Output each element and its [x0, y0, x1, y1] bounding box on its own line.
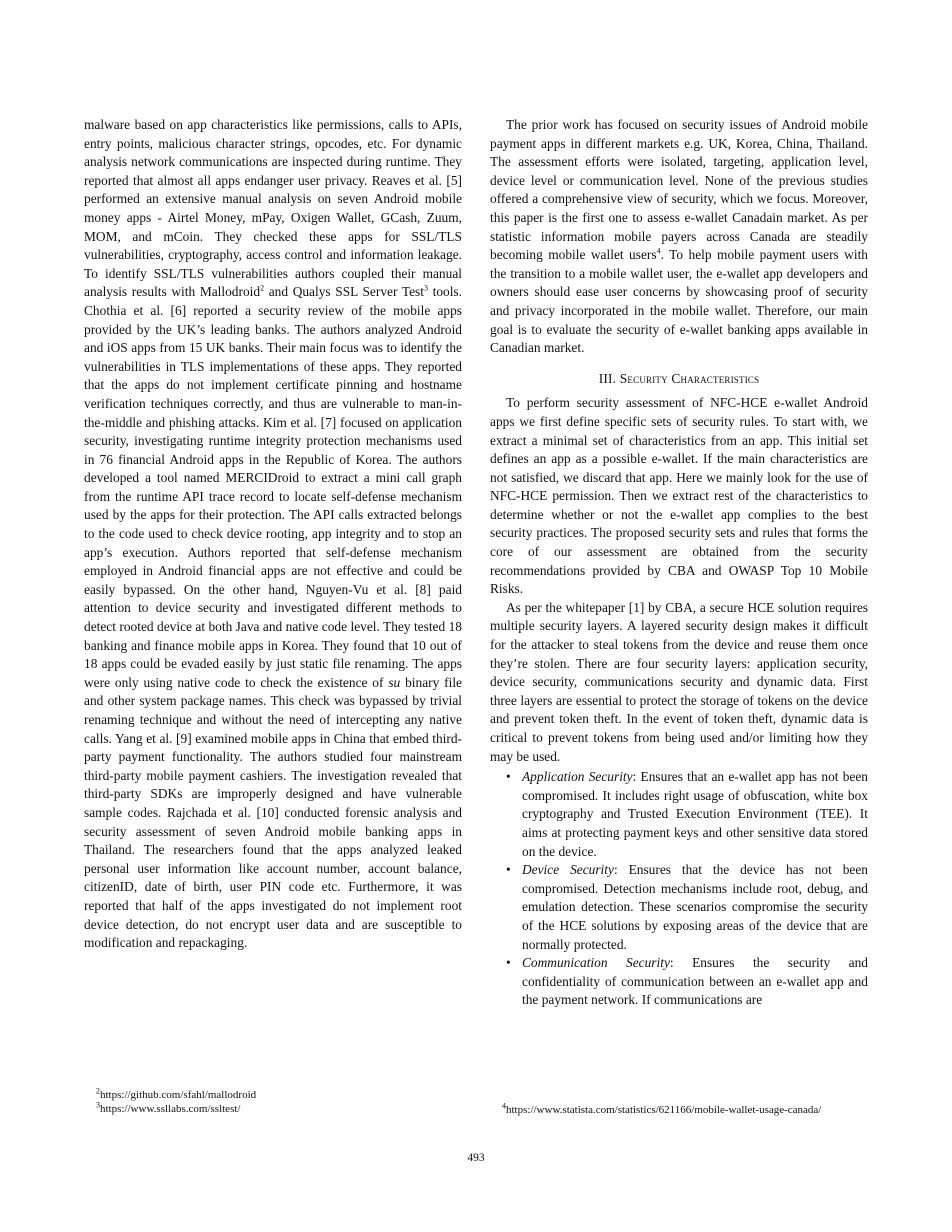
bullet-term: Device Security	[522, 862, 614, 878]
footnote-link[interactable]: https://www.statista.com/statistics/621166/mobile-wallet-usage-canada/	[506, 1104, 822, 1116]
footnote-ref-2: 2	[260, 283, 265, 293]
security-layers-list	[490, 768, 868, 1010]
page-number: 493	[467, 1152, 485, 1164]
bullet-text: : Ensures that an e-wallet app has not been compromised. It includes right usage of obfuscation, white box cryptography and Trusted Execution Environment (TEE). It aims at protecting payment keys and other sensitive data stored on the device.	[522, 769, 868, 859]
left-column	[84, 116, 462, 953]
footnote-3: $^3$https://www.ssllabs.com/ssltest/	[96, 1100, 241, 1115]
bullet-icon: •	[506, 862, 511, 878]
footnote-link[interactable]: https://github.com/sfahl/mallodroid	[100, 1089, 257, 1101]
footnote-link[interactable]: https://www.ssllabs.com/ssltest/	[100, 1103, 241, 1115]
bullet-text: : Ensures the security and confidentiality of communication between an e-wallet app and the payment network. If communications are	[522, 955, 868, 1008]
bullet-icon: •	[506, 769, 511, 785]
right-footnotes	[502, 1103, 821, 1117]
bullet-icon: •	[506, 955, 511, 971]
section-number: III.	[598, 370, 617, 386]
list-item	[506, 768, 868, 861]
left-body-paragraph: malware based on app characteristics like permissions, calls to APIs, entry points, malicious character strings, opcodes, etc. For dynamic analysis network communications are inspected during runtime. They reported that almost all apps endanger user privacy. Reaves et al. [5] performed an extensive manual analysis on seven Android mobile money apps - Airtel Money, mPay, Oxigen Wallet, GCash, Zuum, MOM, and mCoin. They checked these apps for SSL/TLS vulnerabilities, cryptography, access control and information leakage. To identify SSL/TLS vulnerabilities authors coupled their manual analysis results with Mallodroid$^2$ and Qualys SSL Server Test$^3$ tools. Chothia et al. [6] reported a security review of the mobile apps provided by the UK’s leading banks. The authors analyzed Android and iOS apps from 15 UK banks. Their main focus was to identify the vulnerabilities in TLS implementations of these apps. They reported that the apps do not implement certificate pinning and hostname verification techniques correctly, and thus are vulnerable to man-in-the-middle and phishing attacks. Kim et al. [7] focused on application security, investigating runtime integrity protection mechanisms used in 76 financial Android apps in the Republic of Korea. The authors developed a tool named MERCIDroid to extract a mini call graph from the runtime API trace record to locate self-defense mechanism used by the apps for their protection. The API calls extracted belongs to the code used to check device rooting, app integrity and to stop an app’s execution. Authors reported that self-defense mechanism employed in Android financial apps are not effective and could be easily bypassed. On the other hand, Nguyen-Vu et al. [8] paid attention to device security and investigated different methods to detect rooted device at both Java and native code level. They tested 18 banking and finance mobile apps in Korea. They found that 10 out of 18 apps could be evaded easily by just static file renaming. The apps were only using native code to check the existence of su binary file and other system package names. This check was bypassed by trivial renaming technique and without the need of intercepting any native calls. Yang et al. [9] examined mobile apps in China that embed third-party payment functionality. The authors studied four mainstream third-party mobile payment cashiers. The investigation revealed that third-party SDKs are improperly designed and have vulnerable sample codes. Rajchada et al. [10] conducted forensic analysis and security assessment of seven Android mobile banking apps in Thailand. The researchers found that the apps analyzed leaked personal user information like account number, account balance, citizenID, date of birth, user PIN code etc. Furthermore, it was reported that half of the apps investigated do not implement root device detection, do not encrypt user data and are susceptible to modification and repackaging.	[84, 117, 463, 951]
footnote-ref-4: 4	[656, 246, 661, 256]
list-item	[506, 954, 868, 1010]
section-title: Security Characteristics	[619, 370, 760, 386]
right-column	[490, 116, 868, 1010]
right-paragraph-2: To perform security assessment of NFC-HCE e-wallet Android apps we first define specific sets of security rules. To start with, we extract a minimal set of characteristics from an app. This initial set defines an app as a possible e-wallet. If the main characteristics are not satisfied, we discard that app. Here we mainly look for the use of NFC-HCE permission. Then we extract rest of the characteristics to determine whether or not the e-wallet app complies to the best security practices. The proposed security sets and rules that forms the core of our assessment are obtained from the security recommendations provided by CBA and OWASP Top 10 Mobile Risks.	[490, 395, 868, 597]
footnote-4: $^4$https://www.statista.com/statistics/621166/mobile-wallet-usage-canada/	[502, 1101, 822, 1116]
bullet-term: Communication Security	[522, 955, 670, 971]
footnote-ref-3: 3	[423, 283, 428, 293]
section-heading	[490, 370, 868, 389]
right-intro-paragraph: The prior work has focused on security issues of Android mobile payment apps in different markets e.g. UK, Korea, China, Thailand. The assessment efforts were isolated, targeting, application level, device level or communication level. None of the previous studies offered a comprehensive view of security, which we focus. Moreover, this paper is the first one to assess e-wallet Canadain market. As per statistic information mobile payers across Canada are steadily becoming mobile wallet users$^4$. To help mobile payment users with the transition to a mobile wallet user, the e-wallet app developers and owners should ease user concerns by showcasing proof of security and privacy incorporated in the mobile wallet. Therefore, our main goal is to evaluate the security of e-wallet banking apps available in Canadian market.	[490, 117, 868, 356]
right-paragraph-3: As per the whitepaper [1] by CBA, a secure HCE solution requires multiple security layers. A layered security design makes it difficult for the attacker to steal tokens from the device and reuse them once they’re stolen. There are four security layers: application security, device security, communications security and dynamic data. First three layers are essential to protect the storage of tokens on the device and prevent token theft. In the event of token theft, dynamic data is critical to prevent tokens from being used and/or limiting how they may be used.	[490, 599, 868, 764]
list-item	[506, 861, 869, 954]
left-footnotes	[96, 1088, 256, 1116]
emphasis-su: su	[388, 674, 401, 690]
bullet-text: : Ensures that the device has not been compromised. Detection mechanisms include root, debug, and emulation detection. These scenarios compromise the security of the HCE solutions by exposing areas of the device that are normally protected.	[522, 862, 869, 952]
bullet-term: Application Security	[522, 769, 633, 785]
footnote-2: $^2$https://github.com/sfahl/mallodroid	[96, 1086, 257, 1101]
